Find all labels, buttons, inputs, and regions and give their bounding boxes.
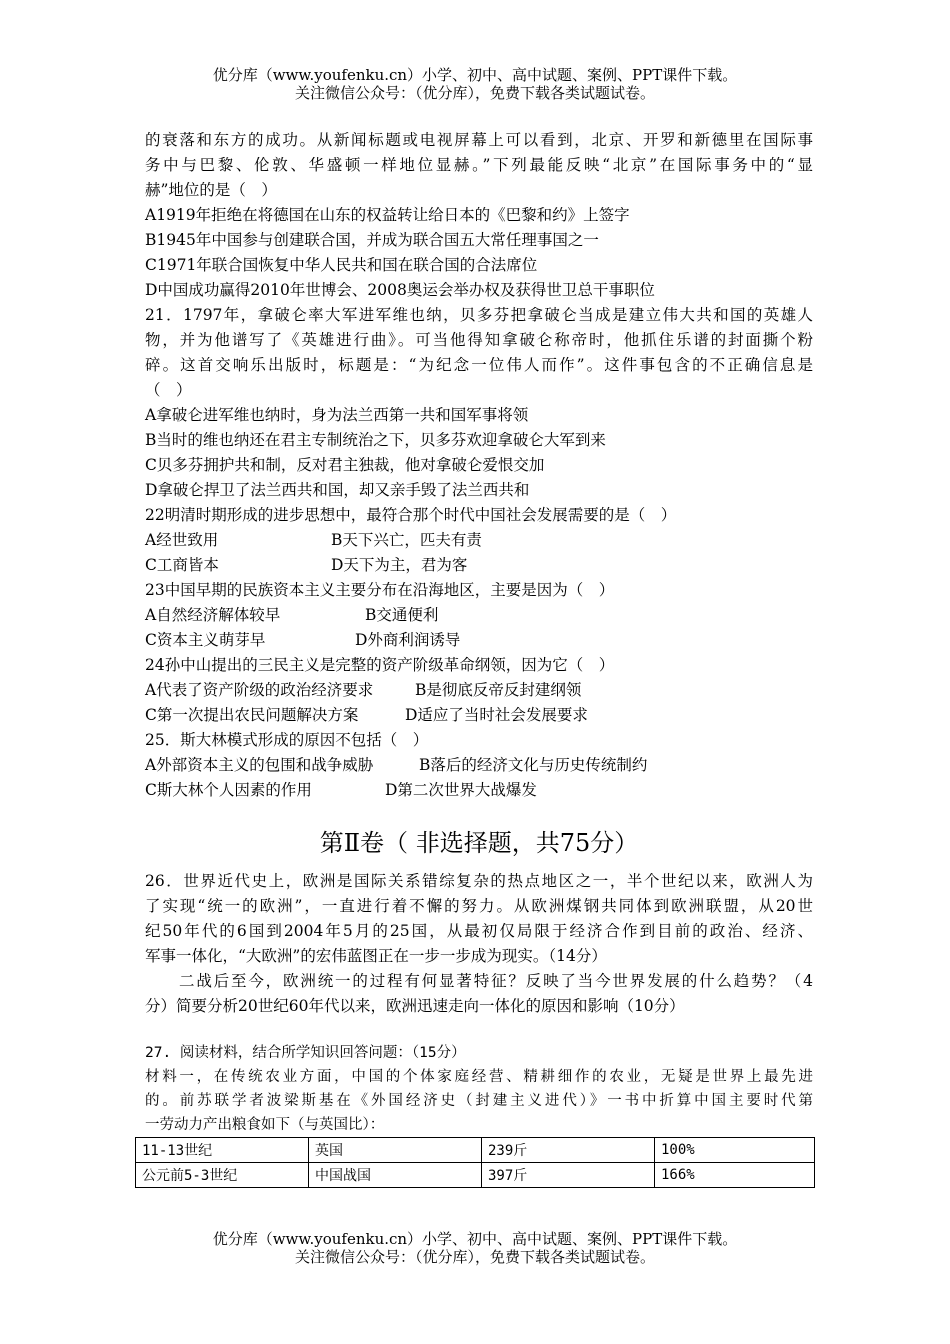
question-26	[145, 869, 813, 1019]
option-b: B天下兴亡，匹夫有责	[331, 531, 482, 549]
option-row	[145, 753, 813, 778]
table-cell: 100%	[655, 1138, 815, 1163]
option-row	[145, 553, 813, 578]
material-line: 一劳动力产出粮食如下（与英国比）：	[145, 1117, 385, 1133]
question-text-line: 了实现“统一的欧洲”，一直进行着不懈的努力。从欧洲煤钢共同体到欧洲联盟，从20世	[145, 897, 813, 915]
material-line: 的。前苏联学者波梁斯基在《外国经济史（封建主义进代）》一书中折算中国主要时代第	[145, 1093, 813, 1109]
question-text-line: （ ）	[145, 381, 192, 399]
question-27	[142, 1041, 813, 1188]
question-text-line: 碎。这首交响乐出版时，标题是：“为纪念一位伟人而作”。这件事包含的不正确信息是	[145, 356, 813, 374]
question-prompt-line: 分）简要分析20世纪60年代以来，欧洲迅速走向一体化的原因和影响（10分）	[145, 997, 685, 1015]
option-d: D中国成功赢得2010年世博会、2008奥运会举办权及获得世卫总干事职位	[145, 281, 655, 299]
option-a: A1919年拒绝在将德国在山东的权益转让给日本的《巴黎和约》上签字	[145, 206, 630, 224]
option-d: D拿破仑捍卫了法兰西共和国，却又亲手毁了法兰西共和	[145, 481, 530, 499]
question-text-line: 军事一体化，“大欧洲”的宏伟蓝图正在一步一步成为现实。（14分）	[145, 947, 607, 965]
grain-output-table	[135, 1137, 815, 1188]
option-row	[145, 678, 813, 703]
table-row	[136, 1163, 815, 1188]
material-line: 材料一，在传统农业方面，中国的个体家庭经营、精耕细作的农业，无疑是世界上最先进	[145, 1069, 813, 1085]
question-text-line: 赫”地位的是（ ）	[145, 181, 277, 199]
option-a: A拿破仑进军维也纳时，身为法兰西第一共和国军事将领	[145, 406, 529, 424]
option-b: B落后的经济文化与历史传统制约	[419, 756, 648, 774]
table-cell: 397斤	[482, 1163, 655, 1188]
option-b: B交通便利	[365, 606, 439, 624]
option-b: B1945年中国参与创建联合国，并成为联合国五大常任理事国之一	[145, 231, 599, 249]
option-a: A代表了资产阶级的政治经济要求	[145, 681, 374, 699]
question-22	[145, 503, 813, 578]
option-row	[145, 603, 813, 628]
option-a: A经世致用	[145, 531, 219, 549]
header-line-2: 关注微信公众号：（优分库），免费下载各类试题试卷。	[294, 84, 655, 102]
option-a: A外部资本主义的包围和战争威胁	[145, 756, 374, 774]
table-cell: 11-13世纪	[136, 1138, 309, 1163]
question-20	[145, 128, 813, 303]
header-line-1: 优分库（www.youfenku.cn）小学、初中、高中试题、案例、PPT课件下载。	[212, 66, 738, 84]
table-cell: 公元前5-3世纪	[136, 1163, 309, 1188]
table-cell: 166%	[655, 1163, 815, 1188]
option-d: D适应了当时社会发展要求	[405, 706, 588, 724]
question-text-line: 务中与巴黎、伦敦、华盛顿一样地位显赫。”下列最能反映“北京”在国际事务中的“显	[145, 156, 813, 174]
question-25	[145, 728, 813, 803]
question-text-line: 26．世界近代史上，欧洲是国际关系错综复杂的热点地区之一，半个世纪以来，欧洲人为	[145, 872, 813, 890]
option-c: C1971年联合国恢复中华人民共和国在联合国的合法席位	[145, 256, 538, 274]
question-24	[145, 653, 813, 728]
table-cell: 中国战国	[309, 1163, 482, 1188]
option-c: C工商皆本	[145, 556, 219, 574]
page-footer	[0, 1230, 950, 1266]
option-row	[145, 528, 813, 553]
option-a: A自然经济解体较早	[145, 606, 281, 624]
question-text-line: 纪50年代的6国到2004年5月的25国，从最初仅局限于经济合作到目前的政治、经济、	[145, 922, 813, 940]
question-stem: 25．斯大林模式形成的原因不包括（ ）	[145, 731, 429, 749]
table-cell: 英国	[309, 1138, 482, 1163]
question-text-line: 物，并为他谱写了《英雄进行曲》。可当他得知拿破仑称帝时，他抓住乐谱的封面撕个粉	[145, 331, 813, 349]
exam-content	[142, 128, 813, 1188]
table-row	[136, 1138, 815, 1163]
option-c: C斯大林个人因素的作用	[145, 781, 312, 799]
question-stem: 24孙中山提出的三民主义是完整的资产阶级革命纲领，因为它（ ）	[145, 656, 615, 674]
table-cell: 239斤	[482, 1138, 655, 1163]
option-b: B是彻底反帝反封建纲领	[415, 681, 582, 699]
option-row	[145, 703, 813, 728]
section-title: 第Ⅱ卷（ 非选择题，共75分）	[319, 829, 639, 857]
question-21	[145, 303, 813, 503]
option-b: B当时的维也纳还在君主专制统治之下，贝多芬欢迎拿破仑大军到来	[145, 431, 606, 449]
question-stem: 27. 阅读材料，结合所学知识回答问题：（15分）	[145, 1045, 466, 1061]
option-c: C第一次提出农民问题解决方案	[145, 706, 359, 724]
option-d: D天下为主，君为客	[331, 556, 468, 574]
option-c: C贝多芬拥护共和制，反对君主独裁，他对拿破仑爱恨交加	[145, 456, 545, 474]
option-d: D第二次世界大战爆发	[385, 781, 537, 799]
question-text-line: 的衰落和东方的成功。从新闻标题或电视屏幕上可以看到，北京、开罗和新德里在国际事	[145, 131, 813, 149]
option-c: C资本主义萌芽早	[145, 631, 266, 649]
footer-line-1: 优分库（www.youfenku.cn）小学、初中、高中试题、案例、PPT课件下载。	[212, 1230, 738, 1248]
option-d: D外商利润诱导	[355, 631, 461, 649]
question-stem: 23中国早期的民族资本主义主要分布在沿海地区，主要是因为（ ）	[145, 581, 615, 599]
option-row	[145, 628, 813, 653]
question-prompt-line: 二战后至今，欧洲统一的过程有何显著特征？反映了当今世界发展的什么趋势？（4	[179, 972, 813, 990]
footer-line-2: 关注微信公众号：（优分库），免费下载各类试题试卷。	[294, 1248, 655, 1266]
question-23	[145, 578, 813, 653]
question-text-line: 21．1797年，拿破仑率大军进军维也纳，贝多芬把拿破仑当成是建立伟大共和国的英雄人	[145, 306, 813, 324]
option-row	[145, 778, 813, 803]
page-header	[0, 66, 950, 102]
question-stem: 22明清时期形成的进步思想中，最符合那个时代中国社会发展需要的是（ ）	[145, 506, 677, 524]
